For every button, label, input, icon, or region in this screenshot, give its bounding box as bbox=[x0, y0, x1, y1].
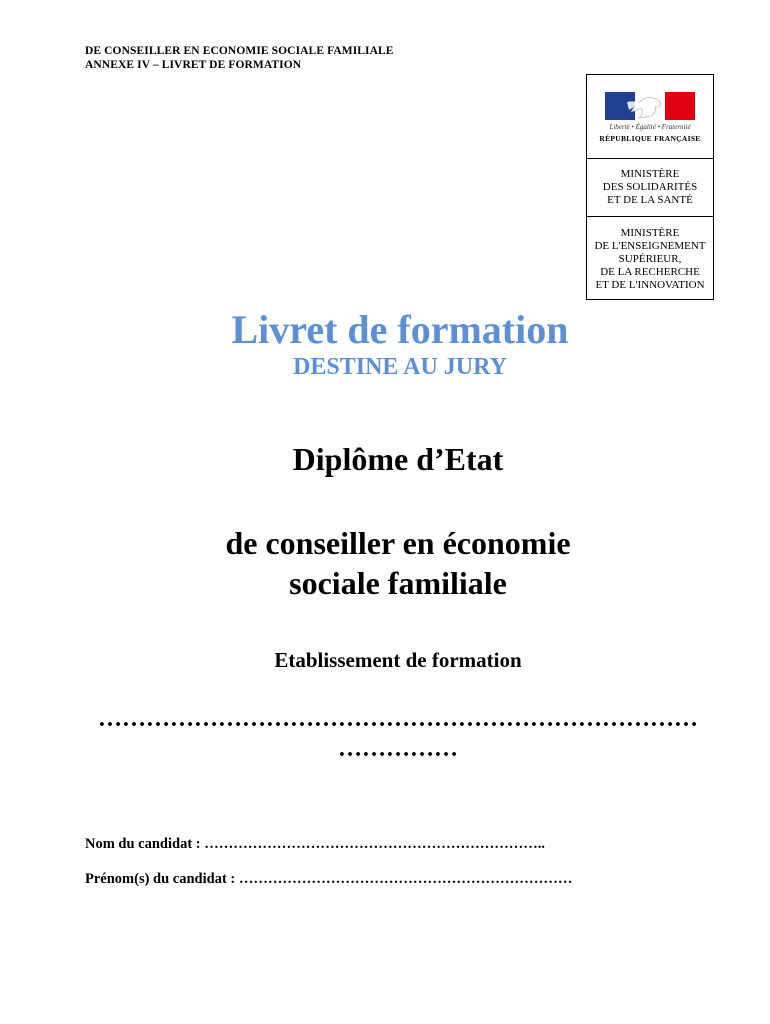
candidate-firstname-field[interactable]: Prénom(s) du candidat : …………………………………………………………… bbox=[85, 871, 573, 887]
diploma-specialty bbox=[0, 523, 770, 603]
republic-name: RÉPUBLIQUE FRANÇAISE bbox=[599, 134, 701, 143]
header-line-1: DE CONSEILLER EN ECONOMIE SOCIALE FAMILIALE bbox=[85, 45, 394, 57]
republic-logo bbox=[587, 75, 713, 159]
marianne-logo-icon bbox=[605, 92, 695, 120]
diploma-name: Diplôme d’Etat bbox=[292, 441, 504, 477]
ministry-solidarity: MINISTÈRE DES SOLIDARITÉS ET DE LA SANTÉ bbox=[587, 159, 713, 217]
specialty-line-1: de conseiller en économie bbox=[225, 525, 571, 561]
document-subtitle: DESTINE AU JURY bbox=[293, 354, 507, 380]
republic-motto: Liberté • Égalité • Fraternité bbox=[609, 123, 691, 131]
ministry-higher-education: MINISTÈRE DE L'ENSEIGNEMENT SUPÉRIEUR, DE LA RECHERCHE ET DE L'INNOVATION bbox=[594, 226, 706, 291]
specialty-line-2: sociale familiale bbox=[289, 565, 507, 601]
ministry-logo-box bbox=[586, 74, 714, 300]
document-title: Livret de formation bbox=[231, 307, 569, 352]
establishment-blank-field[interactable]: ………………………………………………………………… …………… bbox=[98, 706, 698, 762]
establishment-label: Etablissement de formation bbox=[274, 648, 522, 672]
document-header bbox=[85, 44, 394, 72]
candidate-name-field[interactable]: Nom du candidat : …………………………………………………………….. bbox=[85, 836, 545, 852]
header-line-2: ANNEXE IV – LIVRET DE FORMATION bbox=[85, 59, 302, 71]
